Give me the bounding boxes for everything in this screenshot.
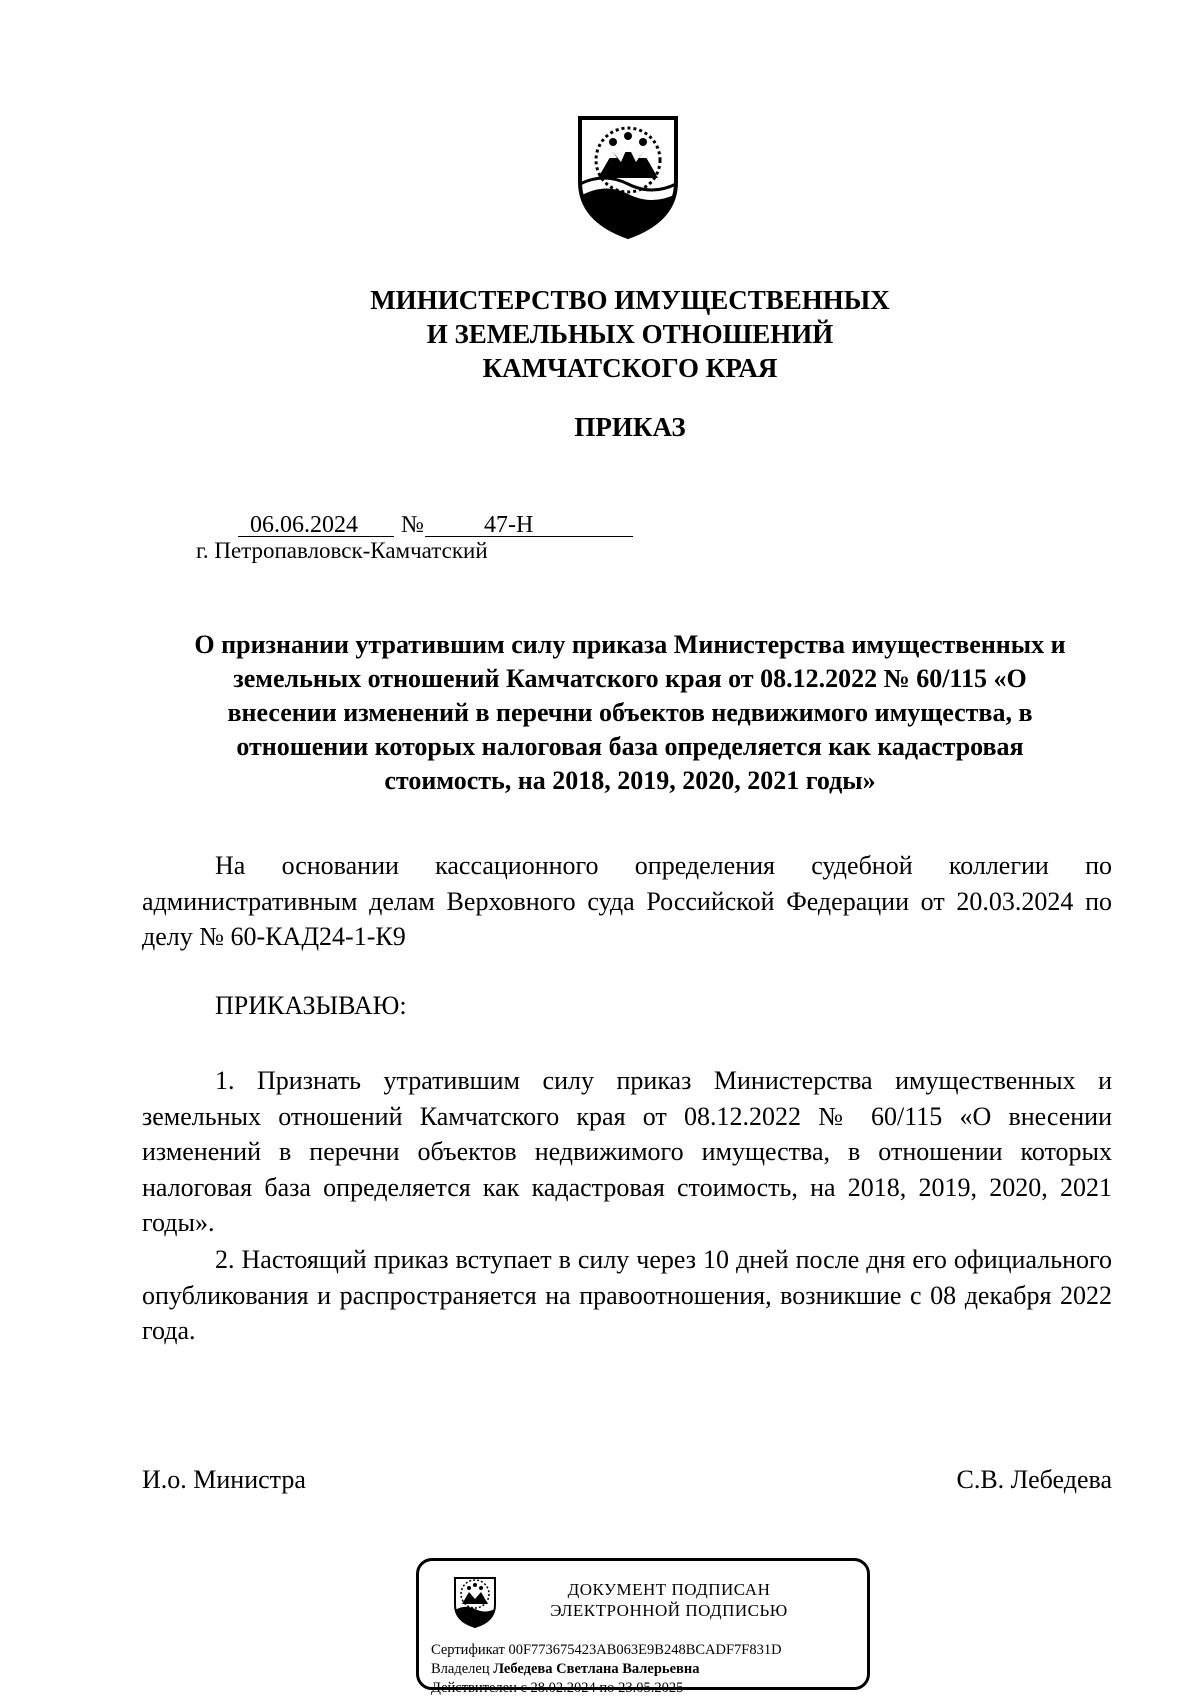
title-line: земельных отношений Камчатского края от 08.12.2022 № 60/115 «О (233, 664, 1027, 693)
signer-name: С.В. Лебедева (956, 1465, 1112, 1494)
ministry-name (200, 283, 1060, 385)
valid-label: Действителен с (431, 1680, 527, 1696)
document-number: 47-Н (484, 512, 534, 538)
signer-position: И.о. Министра (142, 1465, 306, 1494)
document-type: ПРИКАЗ (574, 412, 686, 442)
stamp-heading-line: ДОКУМЕНТ ПОДПИСАН (567, 1580, 771, 1599)
document-date: 06.06.2024 (250, 512, 358, 538)
stamp-owner (431, 1660, 699, 1678)
ministry-line: И ЗЕМЕЛЬНЫХ ОТНОШЕНИЙ (426, 319, 834, 349)
date-number-line (238, 510, 638, 540)
number-sign: № (401, 512, 424, 538)
order-word: ПРИКАЗЫВАЮ: (215, 991, 407, 1020)
owner-value: Лебедева Светлана Валерьевна (493, 1661, 700, 1677)
coat-of-arms-emblem (576, 112, 680, 241)
title-line: стоимость, на 2018, 2019, 2020, 2021 годы» (384, 766, 876, 795)
certificate-label: Сертификат (431, 1642, 505, 1658)
stamp-validity (431, 1679, 683, 1697)
stamp-heading (519, 1579, 819, 1621)
document-title (150, 628, 1110, 798)
title-line: О признании утратившим силу приказа Министерства имущественных и (194, 630, 1066, 659)
stamp-heading-line: ЭЛЕКТРОННОЙ ПОДПИСЬЮ (550, 1601, 788, 1620)
title-line: внесении изменений в перечни объектов недвижимого имущества, в (227, 698, 1033, 727)
title-line: отношении которых налоговая база определяется как кадастровая (236, 732, 1024, 761)
stamp-certificate (431, 1641, 782, 1659)
owner-label: Владелец (431, 1661, 490, 1677)
order-item-2: 2. Настоящий приказ вступает в силу через 10 дней после дня его официального опубликования и распространяется на правоотношения, возникшие с 08 декабря 2022 года. (142, 1245, 1112, 1345)
valid-to: 23.05.2025 (618, 1680, 684, 1696)
certificate-value: 00F773675423AB063E9B248BCADF7F831D (508, 1642, 782, 1658)
basis-paragraph: На основании кассационного определения судебной коллегии по административным делам Верховного суда Российской Федерации от 20.03.2024 по делу № 60-КАД24-1-К9 (142, 851, 1112, 951)
ministry-line: МИНИСТЕРСТВО ИМУЩЕСТВЕННЫХ (370, 285, 890, 315)
valid-to-label: по (599, 1680, 615, 1696)
electronic-signature-stamp (416, 1558, 870, 1696)
valid-from: 28.02.2024 (530, 1680, 596, 1696)
stamp-emblem-icon (453, 1575, 497, 1629)
ministry-line: КАМЧАТСКОГО КРАЯ (482, 353, 778, 383)
city: г. Петропавловск-Камчатский (196, 538, 488, 563)
order-item-1: 1. Признать утратившим силу приказ Министерства имущественных и земельных отношений Камчатского края от 08.12.2022 № 60/115 «О внесении изменений в перечни объектов недвижимого имущества, в отношении которых налоговая база определяется как кадастровая стоимость, на 2018, 2019, 2020, 2021 годы». (142, 1066, 1112, 1237)
